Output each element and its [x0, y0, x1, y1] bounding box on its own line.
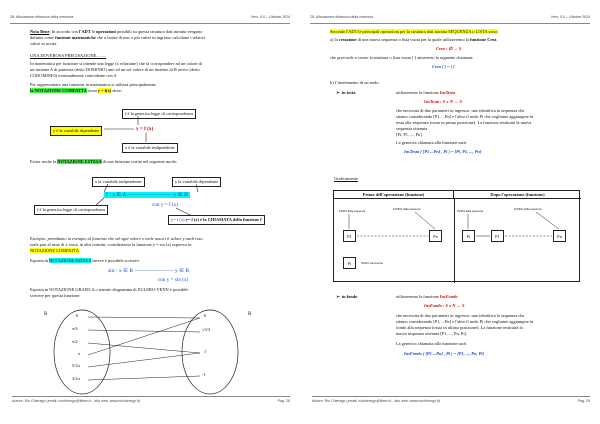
- sin-con: con y = sin (x): [158, 277, 189, 283]
- intesta-desc2: stiamo considerando [P1, ...Pn] e l'altro il nodo Pi che vogliamo aggiungere in: [396, 114, 534, 119]
- insert-diagram-arrows: [300, 0, 600, 424]
- legge-box: f è la generica legge di corrispondenza: [122, 109, 196, 119]
- node-pi-after: Pi: [462, 230, 475, 242]
- infondo-desc4: nuova sequenza ottenuta [P1, ..., Pn, Pi].: [396, 331, 468, 336]
- graficamente-label: Graficamente: [334, 176, 358, 181]
- node-p1-after: P1: [491, 230, 504, 242]
- estesa-formula: f : x ∈ A ———————— y ∈ B: [106, 192, 188, 198]
- page-footer-right: [312, 396, 590, 405]
- dom-3-2pi: 3/2π: [72, 376, 80, 381]
- node-p1-before: P1: [343, 230, 356, 242]
- nota-bene-line2: definite come funzioni matematiche che a fronte di uno o più valori in ingresso calcolano i relativi: [30, 35, 206, 40]
- table-header-before: Prima dell'operazione (funzione): [334, 191, 454, 199]
- definition-line1: In matematica per funzione si intende una legge (o relazione) che fa corrispondere ad un valore di: [30, 61, 202, 66]
- header-title: 28: Allocazione dinamica della memoria: [10, 15, 74, 19]
- intesta-call-label: La generica chiamata alla funzione sarà:: [396, 140, 467, 145]
- crea-description: che provvede a creare la struttura o lista vuota [ ] attraverso la seguente chiamata:: [330, 55, 474, 60]
- cod-1: 1: [204, 349, 207, 354]
- grafica-line2: scrivere per questa funzione:: [30, 293, 81, 298]
- venn-set-right: R: [248, 311, 252, 317]
- compatta-line: la NOTAZIONE COMPATTA ossia y = f(x) dove:: [30, 88, 123, 93]
- dom-0: 0: [76, 313, 79, 318]
- node-pi-new: Pi: [343, 257, 356, 269]
- nodo-da-inserire-label: NODO da inserire: [361, 261, 384, 265]
- crea-signature: Crea : ∅ → S: [436, 46, 462, 51]
- node-pn-before: Pn: [429, 230, 442, 242]
- legge-box-2: f è la generica legge di corrispondenza: [34, 205, 108, 215]
- yfx-formula: y = f (x): [136, 126, 154, 132]
- intesta-desc4: sequenza ottenuta: [396, 126, 428, 131]
- intesta-signature: InsTesta : S x N → S: [424, 99, 462, 104]
- definition-line3: CODOMINIO) eventualmente coincidente con A: [30, 73, 117, 78]
- esempio-line2: reale pari al seno di x ossia, in altri termini, consideriamo la funzione y = sin (x) espresso in: [30, 242, 192, 247]
- table-header-after: Dopo l'operazione (funzione): [454, 191, 581, 199]
- footer-page-right: Pag. 29: [577, 399, 590, 403]
- header-title-right: 28: Allocazione dinamica della memoria: [310, 15, 374, 19]
- footer-author-right: Autore: Rio Chierego (email: riochierego@libero.it - sito web: www.riochierego.it): [312, 399, 441, 403]
- cod-sqrt3-3: √3/3: [202, 327, 211, 332]
- infondo-desc3: fondo alla sequenza (ossia in ultima posizione). La funzione restituirà la: [396, 325, 523, 330]
- testa-label-after: TESTA della sequenza: [457, 210, 484, 213]
- crea-call: Crea ( ) = [ ]: [432, 64, 455, 69]
- intesta-desc3: testa alla sequenza (ossia in prima posizione). La funzione restituirà la nuova: [396, 120, 532, 125]
- intesta-label: ➢ in testa: [336, 90, 356, 95]
- x-indipendente-box: x la variabile indipendente: [92, 177, 145, 187]
- infondo-signature: InsFondo : S x N → S: [424, 303, 465, 308]
- venn-set-left: R: [44, 311, 48, 317]
- nota-bene-line3: valori in uscita.: [30, 41, 58, 46]
- chiamata-box: y= f (x) y= f (x) è la CHIAMATA della funzione f: [168, 215, 265, 225]
- esempio-line1: Esempio: prendiamo in esempio al funzione che ad ogni valore x reale associ il valore y anch'esso: [30, 236, 203, 241]
- estesa-intro: Esiste anche la NOTAZIONE ESTESA di una funzione scritta nel seguente modo:: [30, 159, 178, 164]
- cod-minus1: -1: [202, 372, 206, 377]
- infondo-call-label: La generica chiamata alla funzione sarà:: [396, 341, 467, 346]
- intesta-line: utilizzeremo la funzione InsTesta: [396, 90, 455, 95]
- intesta-desc5: [Pi, P1, ..., Pn].: [396, 132, 423, 137]
- nota-bene-line1: Nota Bene: In accordo con l'ADT le operazioni possibili su questa struttura dati astratta vengono: [30, 29, 203, 34]
- header-version: Vers. 5.0 – Ottobre 2024: [250, 15, 290, 19]
- footer-page: Pag. 28: [277, 399, 290, 403]
- footer-author: Autore: Rio Chierego (email: riochierego@libero.it - sito web: www.riochierego.it): [12, 399, 141, 403]
- dom-pi2: π/2: [72, 339, 78, 344]
- dom-pi4: π/4: [72, 326, 78, 331]
- page-footer: [12, 396, 290, 405]
- infondo-label: ➢ in fondo: [336, 294, 358, 299]
- adt-ops-heading: Secondo l'ADT le principali operazioni per la struttura dati astratta SEQUENZA o LISTA sono:: [330, 29, 499, 34]
- indipendente-box: x è la variabile indipendente: [122, 143, 178, 153]
- infondo-desc2: stiamo considerando [P1, ...Pn] e l'altro il nodo Pi che vogliamo aggiungere in: [396, 319, 534, 324]
- compatta-intro: Per rappresentare una funzione in matematica si utilizza principalmente: [30, 82, 156, 87]
- sin-formula: sin : x ∈ R ——————— y ∈ R: [108, 268, 190, 274]
- intesta-call: InsTesta ( [P1 ...Pn] , Pi ) = [Pi, P1, ..., Pn]: [404, 149, 482, 154]
- node-pn-after: Pn: [553, 230, 566, 242]
- crea-line: a) la creazione di una nuova sequenza o lista vuota per la quale utilizzeremo la funzione Crea: [330, 37, 497, 42]
- right-page: [300, 0, 600, 424]
- precisazione-title: UNA DOVEROSA PRECISAZIONE.........: [30, 53, 107, 58]
- testa-label-before: TESTA della sequenza: [339, 210, 366, 213]
- inserimento-title: b) l' inserimento di un nodo:: [330, 80, 380, 85]
- grafica-line1: Esposta in NOTAZIONE GRAFICA o tramite diagramma di EULERO-VENN è possibile: [30, 287, 189, 292]
- header-version-right: Vers. 5.0 – Ottobre 2024: [550, 15, 590, 19]
- infondo-line: utilizzeremo la funzione InsFondo: [396, 294, 458, 299]
- definition-line2: un insieme A di partenza (detto DOMINIO) uno ed un sol valore di un insieme di B arrivo (detto: [30, 67, 200, 72]
- esposta-line: Esposta in NOTAZIONE ESTESA invece è possibile scrivere:: [30, 258, 140, 263]
- dipendente-box: y è la variabile dipendente: [50, 126, 102, 136]
- fondo-label-after: FONDO della sequenza: [514, 208, 542, 211]
- esempio-line3: NOTAZIONE COMPATTA: [30, 248, 80, 253]
- dom-pi: π: [78, 351, 81, 356]
- dom-5-2pi: 5/2π: [72, 363, 80, 368]
- cod-0: 0: [204, 313, 207, 318]
- y-dipendente-box: y la variabile dipendente: [172, 177, 221, 187]
- infondo-call: InsFondo ( [P1 ...Pn] , Pi ) = [P1, ..., Pn, Pi]: [404, 351, 484, 356]
- estesa-con: con y = f (x): [152, 202, 178, 208]
- infondo-desc1: che necessita di due parametri in ingresso: uno identifica la sequenza che: [396, 313, 525, 318]
- intesta-desc1: che necessita di due parametri in ingresso: uno identifica la sequenza che: [396, 108, 525, 113]
- fondo-label-before: FONDO della sequenza: [393, 208, 421, 211]
